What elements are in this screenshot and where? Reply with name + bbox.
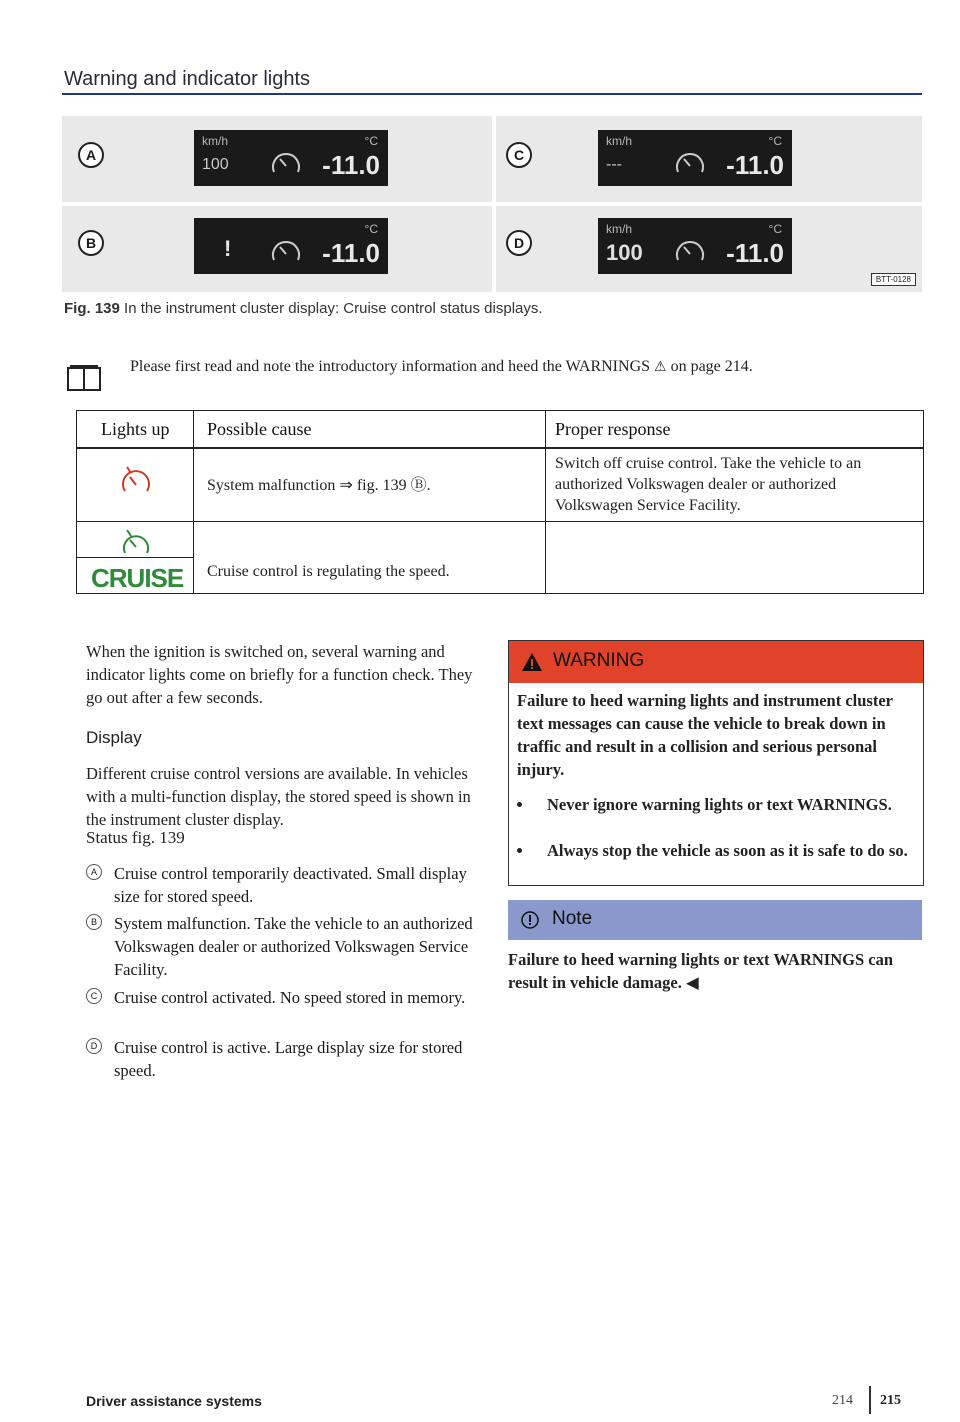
figure-label-b: B	[78, 230, 104, 256]
note-text: Failure to heed warning lights or text WARNINGS can result in vehicle damage.	[508, 950, 894, 992]
status-heading-text: Status	[86, 828, 128, 847]
book-icon	[64, 364, 104, 394]
table-col-rule	[193, 411, 194, 593]
status-text: Cruise control temporarily deactivated. Small display size for stored speed.	[114, 864, 467, 906]
row-cause: Cruise control is regulating the speed.	[207, 563, 450, 580]
temperature-unit: °C	[364, 134, 378, 148]
outside-temperature: -11.0	[726, 238, 784, 268]
status-label: B	[86, 914, 102, 930]
info-icon	[520, 910, 540, 930]
row-cause: System malfunction ⇒ fig. 139 Ⓑ.	[207, 477, 431, 494]
figure-label-d: D	[506, 230, 532, 256]
speed-unit: km/h	[202, 134, 229, 148]
outside-temperature: -11.0	[726, 150, 784, 180]
warning-body: Failure to heed warning lights and instrument cluster text messages can cause the vehicle to break down in traffic and result in a collision and serious personal injury.	[517, 691, 893, 779]
warning-title: WARNING	[553, 650, 645, 671]
figure-divider-horizontal	[62, 202, 922, 206]
end-marker-icon: ◀	[685, 973, 699, 992]
temperature-unit: °C	[364, 222, 378, 236]
intro-paragraph: When the ignition is switched on, several warning and indicator lights come on briefly for a function check. They go out after a few seconds.	[86, 642, 473, 707]
title-rule	[62, 93, 922, 95]
outside-temperature: -11.0	[322, 150, 380, 180]
figure-number: Fig. 139	[64, 300, 120, 317]
cruise-gauge-icon	[670, 144, 710, 178]
stored-speed: 100	[202, 156, 229, 173]
display-heading: Display	[86, 728, 142, 747]
warning-header	[509, 641, 923, 683]
table-header-lights: Lights up	[101, 419, 170, 439]
cruise-malfunction-icon	[119, 463, 153, 497]
bullet-dot	[517, 802, 522, 807]
warning-lights-table	[76, 410, 924, 594]
status-label: C	[86, 988, 102, 1004]
page-number-left: 214	[832, 1393, 853, 1408]
bullet-dot	[517, 848, 522, 853]
note-body	[508, 948, 922, 994]
cluster-display-d	[598, 218, 792, 274]
figure-code: BTT-0128	[871, 273, 916, 286]
table-col-rule	[545, 411, 546, 593]
footer-rule	[869, 1386, 871, 1414]
table-rule	[77, 447, 923, 449]
table-rule	[77, 521, 923, 522]
stored-speed: 100	[606, 240, 643, 265]
temperature-unit: °C	[768, 222, 782, 236]
table-rule	[77, 557, 193, 558]
status-text: Cruise control is active. Large display size for stored speed.	[114, 1038, 463, 1080]
cruise-active-icon	[119, 527, 153, 557]
status-text: Cruise control activated. No speed stored in memory.	[114, 988, 466, 1007]
section-title: Warning and indicator lights	[64, 68, 311, 90]
display-paragraph: Different cruise control versions are available. In vehicles with a multi-function display, the stored speed is shown in the instrument cluster display.	[86, 764, 471, 829]
malfunction-mark: !	[224, 236, 232, 261]
note-header	[508, 900, 922, 940]
cruise-gauge-icon	[670, 232, 710, 266]
warning-triangle-icon: ⚠	[654, 359, 667, 375]
intro-page-ref[interactable]: on page 214.	[670, 358, 753, 375]
warning-box	[508, 640, 924, 886]
intro-body: Please first read and note the introductory information and heed the WARNINGS	[130, 358, 651, 375]
table-header-cause: Possible cause	[207, 419, 312, 439]
cluster-display-b	[194, 218, 388, 274]
figure-caption-text: In the instrument cluster display: Cruise control status displays.	[124, 300, 543, 317]
speed-unit: km/h	[606, 222, 633, 236]
speed-unit: km/h	[606, 134, 633, 148]
row-response: Switch off cruise control. Take the vehicle to an authorized Volkswagen dealer or authorized Volkswagen Service Facility.	[555, 455, 862, 514]
bullet-text: Always stop the vehicle as soon as it is safe to do so.	[547, 841, 908, 860]
table-header-response: Proper response	[555, 419, 671, 439]
figure-label-c: C	[506, 142, 532, 168]
status-text: System malfunction. Take the vehicle to an authorized Volkswagen dealer or authorized Volkswagen Service Facility.	[114, 914, 473, 979]
figure-caption	[64, 300, 543, 317]
status-figure-ref[interactable]: fig. 139	[131, 828, 185, 847]
footer-section: Driver assistance systems	[86, 1393, 262, 1409]
outside-temperature: -11.0	[322, 238, 380, 268]
warning-triangle-icon	[521, 652, 543, 672]
cluster-display-a	[194, 130, 388, 186]
status-label: D	[86, 1038, 102, 1054]
cruise-gauge-icon	[266, 232, 306, 266]
stored-speed: ---	[606, 156, 622, 173]
bullet-text: Never ignore warning lights or text WARNINGS.	[547, 795, 892, 814]
cluster-display-c	[598, 130, 792, 186]
status-label: A	[86, 864, 102, 880]
intro-text	[130, 358, 753, 376]
cruise-control-figure	[62, 116, 922, 292]
note-title: Note	[552, 908, 593, 929]
temperature-unit: °C	[768, 134, 782, 148]
page-number-right: 215	[880, 1393, 901, 1408]
figure-label-a: A	[78, 142, 104, 168]
status-heading	[86, 828, 185, 848]
cruise-gauge-icon	[266, 144, 306, 178]
cruise-indicator-text: CRUISE	[91, 563, 184, 593]
